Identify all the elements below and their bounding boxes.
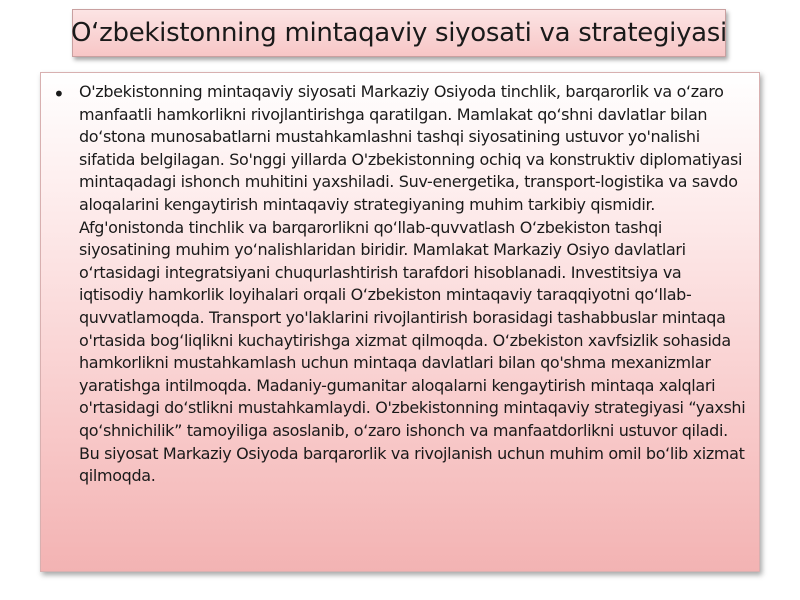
slide-content-box [40, 72, 760, 572]
slide-title-box [72, 9, 726, 57]
bullet-icon: • [53, 82, 65, 106]
slide-body-text: O'zbekistonning mintaqaviy siyosati Markaziy Osiyoda tinchlik, barqarorlik va o‘zaro manfaatli hamkorlikni rivojlantirishga qaratilgan. Mamlakat qo‘shni davlatlar bilan do‘stona munosabatlarni mustahkamlashni tashqi siyosatining ustuvor yo'nalishi sifatida belgilagan. So'nggi yillarda O'zbekistonning ochiq va konstruktiv diplomatiyasi mintaqadagi ishonch muhitini yaxshiladi. Suv-energetika, transport-logistika va savdo aloqalarini kengaytirish mintaqaviy strategiyaning muhim tarkibiy qismidir. Afg'onistonda tinchlik va barqarorlikni qo‘llab-quvvatlash O‘zbekiston tashqi siyosatining muhim yo‘nalishlaridan biridir. Mamlakat Markaziy Osiyo davlatlari o‘rtasidagi integratsiyani chuqurlashtirish tarafdori hisoblanadi. Investitsiya va iqtisodiy hamkorlik loyihalari orqali O‘zbekiston mintaqaviy taraqqiyotni qo‘llab-quvvatlamoqda. Transport yo'laklarini rivojlantirish borasidagi tashabbuslar mintaqa o'rtasida bog‘liqlikni kuchaytirishga xizmat qilmoqda. O‘zbekiston xavfsizlik sohasida hamkorlikni mustahkamlash uchun mintaqa davlatlari bilan qo'shma mexanizmlar yaratishga intilmoqda. Madaniy-gumanitar aloqalarni kengaytirish mintaqa xalqlari o'rtasidagi do‘stlikni mustahkamlaydi. O'zbekistonning mintaqaviy strategiyasi “yaxshi qo‘shnichilik” tamoyiliga asoslanib, o‘zaro ishonch va manfaatdorlikni ustuvor qiladi. Bu siyosat Markaziy Osiyoda barqarorlik va rivojlanish uchun muhim omil bo‘lib xizmat qilmoqda. [79, 82, 746, 486]
slide-title: O‘zbekistonning mintaqaviy siyosati va strategiyasi [71, 18, 727, 48]
